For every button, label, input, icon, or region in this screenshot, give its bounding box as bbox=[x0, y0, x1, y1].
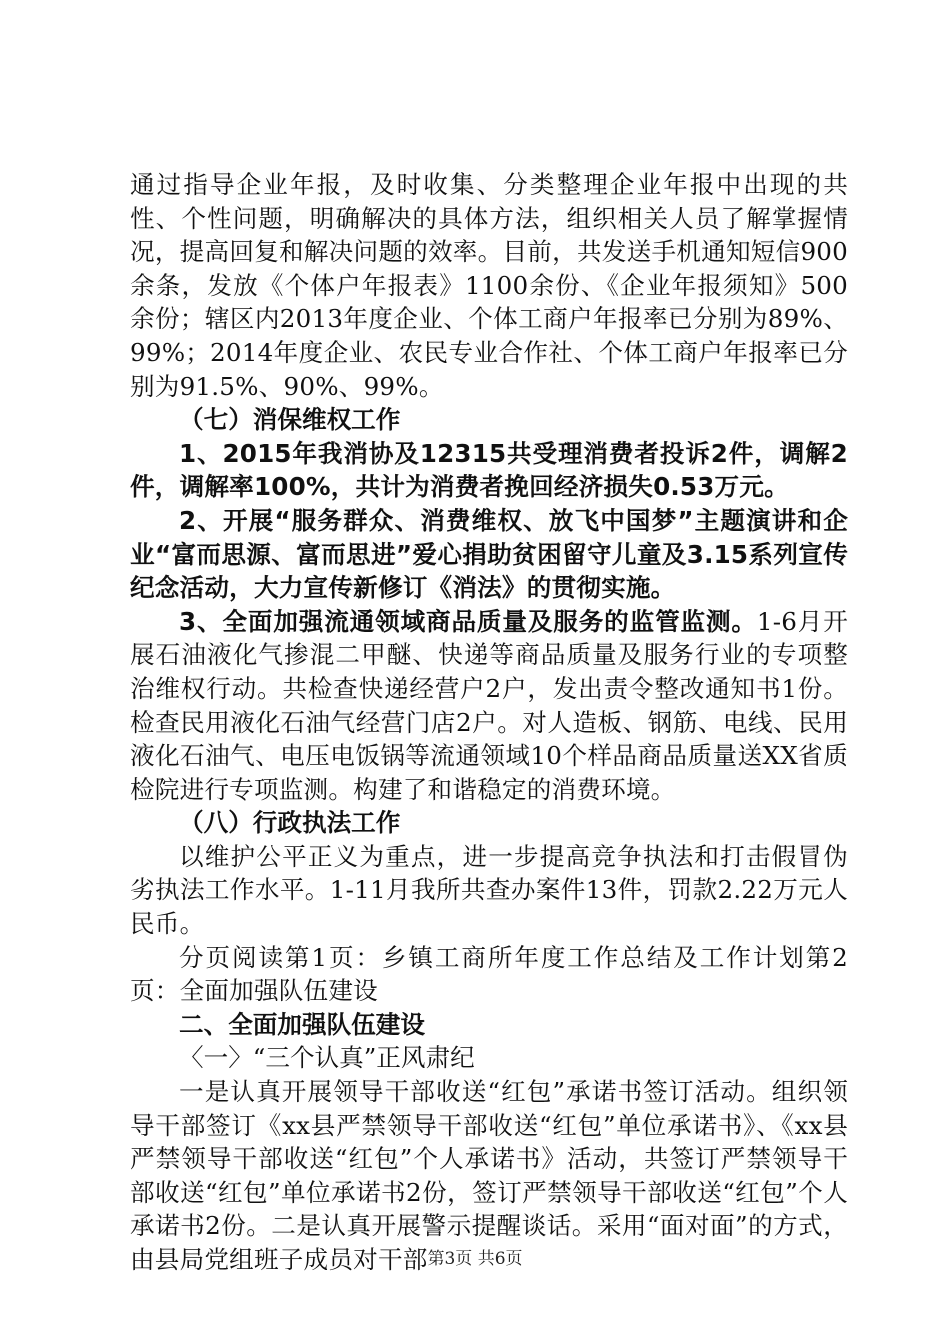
paragraph-complaints: 1、2015年我消协及12315共受理消费者投诉2件，调解2件，调解率100%，共计为消费者挽回经济损失0.53万元。 bbox=[130, 438, 848, 502]
paragraph-quality-monitoring bbox=[130, 605, 848, 807]
section-heading-team-building: 二、全面加强队伍建设 bbox=[179, 1009, 425, 1039]
section-heading-law-enforcement: （八）行政执法工作 bbox=[179, 808, 401, 838]
section-heading-consumer-rights: （七）消保维权工作 bbox=[179, 405, 401, 435]
paragraph-lead-text: 3、全面加强流通领域商品质量及服务的监管监测。 bbox=[179, 606, 757, 636]
paragraph-campaigns: 2、开展“服务群众、消费维权、放飞中国梦”主题演讲和企业“富而思源、富而思进”爱心捐助贫困留守儿童及3.15系列宣传纪念活动，大力宣传新修订《消法》的贯彻实施。 bbox=[130, 505, 848, 603]
paragraph-enforcement: 以维护公平正义为重点，进一步提高竞争执法和打击假冒伪劣执法工作水平。1-11月我所共查办案件13件，罚款2.22万元人民币。 bbox=[130, 841, 848, 939]
page-footer: 第3页 共6页 bbox=[427, 1249, 523, 1269]
paragraph-page-navigation: 分页阅读第1页：乡镇工商所年度工作总结及工作计划第2页：全面加强队伍建设 bbox=[130, 942, 848, 1006]
document-body bbox=[130, 168, 848, 1277]
paragraph-body-text: 1-6月开展石油液化气掺混二甲醚、快递等商品质量及服务行业的专项整治维权行动。共检查快递经营户2户，发出责令整改通知书1份。检查民用液化石油气经营门店2户。对人造板、钢筋、电线、民用液化石油气、电压电饭锅等流通领域10个样品商品质量送XX省质检院进行专项监测。构建了和谐稳定的消费环境。 bbox=[130, 606, 848, 804]
paragraph-red-envelope-pledge: 一是认真开展领导干部收送“红包”承诺书签订活动。组织领导干部签订《xx县严禁领导干部收送“红包”单位承诺书》、《xx县严禁领导干部收送“红包”个人承诺书》活动，共签订严禁领导干部收送“红包”单位承诺书2份，签订严禁领导干部收送“红包”个人承诺书2份。二是认真开展警示提醒谈话。采用“面对面”的方式，由县局党组班子成员对干部 bbox=[130, 1077, 848, 1274]
subsection-heading-discipline: 〈一〉“三个认真”正风肃纪 bbox=[179, 1043, 475, 1073]
paragraph-annual-report: 通过指导企业年报，及时收集、分类整理企业年报中出现的共性、个性问题，明确解决的具体方法，组织相关人员了解掌握情况，提高回复和解决问题的效率。目前，共发送手机通知短信900余条，发放《个体户年报表》1100余份、《企业年报须知》500余份；辖区内2013年度企业、个体工商户年报率已分别为89%、99%；2014年度企业、农民专业合作社、个体工商户年报率已分别为91.5%、90%、99%。 bbox=[130, 170, 848, 401]
